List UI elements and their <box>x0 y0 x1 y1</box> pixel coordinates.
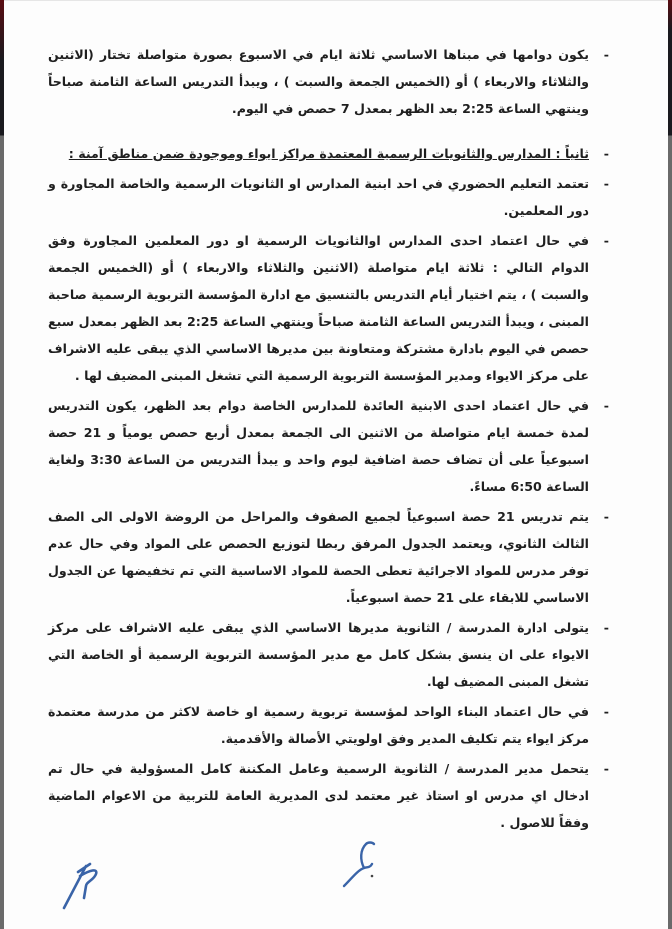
document-body <box>48 41 611 836</box>
paragraph-text: تعتمد التعليم الحضوري في احد ابنية المدارس او الثانويات الرسمية والخاصة المجاورة و دور المعلمين. <box>48 176 589 218</box>
bullet-paragraph-responsibility <box>48 755 611 836</box>
bullet-paragraph-weekly-periods <box>48 503 611 611</box>
heading-text: ثانياً : المدارس والثانويات الرسمية المعتمدة مراكز ايواء وموجودة ضمن مناطق آمنة : <box>68 146 589 161</box>
signature-right-icon <box>340 834 410 904</box>
bullet-dash: - <box>603 620 609 635</box>
bullet-dash: - <box>603 509 609 524</box>
bullet-dash: - <box>603 176 609 191</box>
bullet-dash: - <box>603 761 609 776</box>
bullet-paragraph-single-building <box>48 698 611 752</box>
paragraph-text: يتحمل مدير المدرسة / الثانوية الرسمية وعامل المكننة كامل المسؤولية في حال تم ادخال اي مدرس او استاذ غير معتمد لدى المديرية العامة للتربية من الاعوام الماضية وفقاً للاصول . <box>48 761 589 830</box>
paragraph-text: يتم تدريس 21 حصة اسبوعياً لجميع الصفوف والمراحل من الروضة الاولى الى الصف الثالث الثانوي، ويعتمد الجدول المرفق ربطا لتوزيع الحصص على المواد وفي حال عدم توفر مدرس للمواد الاجرائية تعطى الحصة للمواد الاساسية التي تم تخفيضها عن الجدول الاساسي للابقاء على 21 حصة اسبوعياً. <box>48 509 589 605</box>
paragraph-text: في حال اعتماد احدى الابنية العائدة للمدارس الخاصة دوام بعد الظهر، يكون التدريس لمدة خمسة ايام متواصلة من الاثنين الى الجمعة بمعدل أربع حصص يومياً و 21 حصة اسبوعياً على أن تضاف حصة اضافية ليوم واحد و يبدأ التدريس من الساعة 3:30 ولغاية الساعة 6:50 مساءً. <box>48 398 589 494</box>
paragraph-text: يتولى ادارة المدرسة / الثانوية مديرها الاساسي الذي يبقى عليه الاشراف على مركز الايواء على ان ينسق بشكل كامل مع مدير المؤسسة التربوية الرسمية أو الخاصة التي تشغل المبنى المضيف لها. <box>48 620 589 689</box>
paragraph-text: في حال اعتماد البناء الواحد لمؤسسة تربوية رسمية او خاصة لاكثر من مدرسة معتمدة مركز ايواء يتم تكليف المدير وفق اولويتي الأصالة والأقدمية. <box>48 704 589 746</box>
bullet-paragraph-public-schools <box>48 227 611 389</box>
section-heading <box>48 140 611 167</box>
paragraph-text: في حال اعتماد احدى المدارس اوالثانويات الرسمية او دور المعلمين المجاورة وفق الدوام التالي : ثلاثة ايام متواصلة (الاثنين والثلاثاء والاربعاء ) أو (الخميس الجمعة والسبت ) ، يتم اختيار أيام التدريس بالتنسيق مع ادارة المؤسسة التربوية الرسمية صاحبة المبنى ، ويبدأ التدريس الساعة الثامنة صباحاً وينتهي الساعة 2:25 بعد الظهر بمعدل سبع حصص في اليوم بادارة مشتركة ومتعاونة بين مديرها الاساسي الذي يبقى عليه الاشراف على مركز الايواء ومدير المؤسسة التربوية الرسمية التي تشغل المبنى المضيف لها . <box>48 233 589 383</box>
bullet-paragraph-schedule <box>48 41 611 122</box>
paragraph-text: يكون دوامها في مبناها الاساسي ثلاثة ايام في الاسبوع بصورة متواصلة تختار (الاثنين والثلاثاء والاربعاء ) أو (الخميس الجمعة والسبت ) ، ويبدأ التدريس الساعة الثامنة صباحاً وينتهي الساعة 2:25 بعد الظهر بمعدل 7 حصص في اليوم. <box>48 47 589 116</box>
bullet-dash: - <box>603 398 609 413</box>
scan-border-right <box>668 0 672 929</box>
bullet-dash: - <box>603 146 609 161</box>
bullet-paragraph-private-schools <box>48 392 611 500</box>
signature-left-icon <box>56 846 126 916</box>
document-page <box>4 0 668 929</box>
bullet-dash: - <box>603 47 609 62</box>
bullet-dash: - <box>603 704 609 719</box>
bullet-dash: - <box>603 233 609 248</box>
bullet-paragraph-administration <box>48 614 611 695</box>
bullet-paragraph-attendance <box>48 170 611 224</box>
